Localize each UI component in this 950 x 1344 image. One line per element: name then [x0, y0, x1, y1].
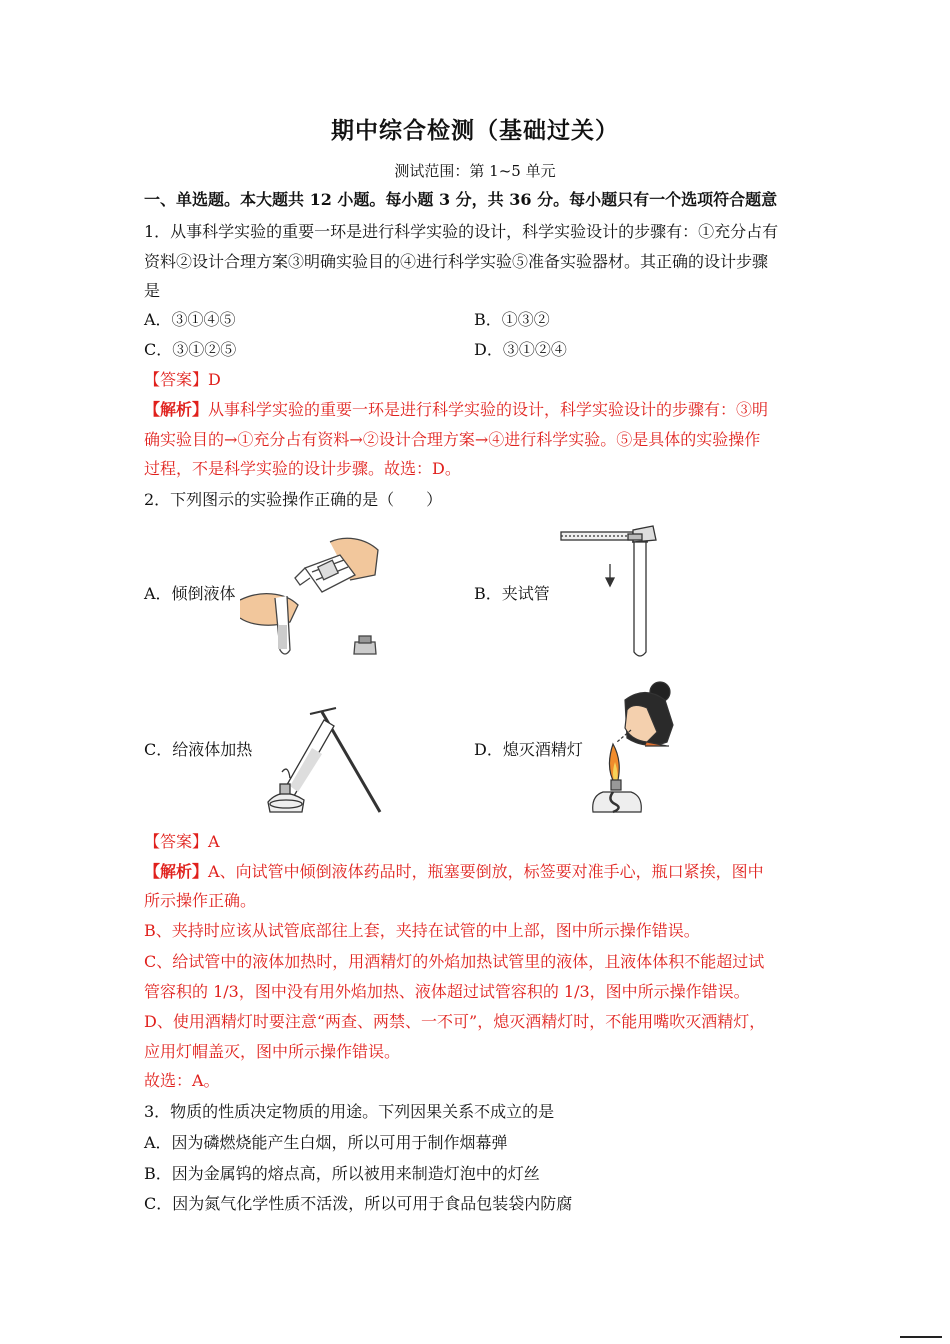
q2-option-a: A．倾倒液体 — [144, 584, 236, 603]
q1-analysis-line-3: 过程，不是科学实验的设计步骤。故选：D。 — [144, 459, 461, 478]
q2-option-c: C．给液体加热 — [144, 740, 253, 759]
q1-stem-line-1: 1．从事科学实验的重要一环是进行科学实验的设计，科学实验设计的步骤有：①充分占有 — [144, 222, 779, 241]
q2-option-d: D．熄灭酒精灯 — [474, 740, 583, 759]
q1-option-a: A．③①④⑤ — [144, 310, 236, 329]
q3-option-c: C．因为氮气化学性质不活泼，所以可用于食品包装袋内防腐 — [144, 1194, 573, 1213]
q2-analysis-line-4: C、给试管中的液体加热时，用酒精灯的外焰加热试管里的液体，且液体体积不能超过试 — [144, 952, 765, 971]
q3-option-b: B．因为金属钨的熔点高，所以被用来制造灯泡中的灯丝 — [144, 1164, 540, 1183]
q2-answer: 【答案】A — [144, 832, 220, 851]
q2-analysis-line-2: 所示操作正确。 — [144, 891, 257, 910]
q3-stem: 3．物质的性质决定物质的用途。下列因果关系不成立的是 — [144, 1102, 555, 1121]
page-title: 期中综合检测（基础过关） — [331, 118, 619, 144]
q1-analysis-line-2: 确实验目的→①充分占有资料→②设计合理方案→④进行科学实验。⑤是具体的实验操作 — [144, 430, 761, 449]
q1-option-c: C．③①②⑤ — [144, 340, 237, 359]
q2-analysis-line-5: 管容积的 1/3，图中没有用外焰加热、液体超过试管容积的 1/3，图中所示操作错误。 — [144, 982, 750, 1001]
q2-analysis-line-3: B、夹持时应该从试管底部往上套，夹持在试管的中上部，图中所示操作错误。 — [144, 921, 700, 940]
blow-out-lamp-figure — [585, 680, 680, 815]
analysis-tag: 【解析】 — [144, 862, 209, 881]
q1-answer: 【答案】D — [144, 370, 221, 389]
q1-option-d: D．③①②④ — [474, 340, 567, 359]
pour-liquid-figure — [240, 530, 385, 660]
q2-analysis-line-7: 应用灯帽盖灭，图中所示操作错误。 — [144, 1042, 401, 1061]
test-scope: 测试范围：第 1~5 单元 — [394, 162, 556, 180]
q3-option-a: A．因为磷燃烧能产生白烟，所以可用于制作烟幕弹 — [144, 1133, 508, 1152]
q2-option-b: B．夹试管 — [474, 584, 550, 603]
q2-analysis-line-8: 故选：A。 — [144, 1071, 220, 1090]
q1-option-b: B．①③② — [474, 310, 550, 329]
q2-analysis-line-1: 【解析】A、向试管中倾倒液体药品时，瓶塞要倒放，标签要对准手心，瓶口紧挨，图中 — [144, 862, 764, 881]
page-corner-mark — [900, 1336, 942, 1338]
analysis-tag: 【解析】 — [144, 400, 209, 419]
q2-analysis-line-6: D、使用酒精灯时要注意“两查、两禁、一不可”，熄灭酒精灯时，不能用嘴吹灭酒精灯， — [144, 1012, 766, 1031]
q1-stem-line-3: 是 — [144, 281, 161, 300]
section-heading: 一、单选题。本大题共 12 小题。每小题 3 分，共 36 分。每小题只有一个选项符合题意 — [144, 190, 778, 209]
q2-stem: 2．下列图示的实验操作正确的是（ ） — [144, 490, 443, 509]
q1-stem-line-2: 资料②设计合理方案③明确实验目的④进行科学实验⑤准备实验器材。其正确的设计步骤 — [144, 252, 769, 271]
heat-liquid-figure — [262, 702, 387, 817]
test-tube-clamp-figure — [558, 524, 668, 664]
q1-analysis-line-1: 【解析】从事科学实验的重要一环是进行科学实验的设计，科学实验设计的步骤有：③明 — [144, 400, 769, 419]
